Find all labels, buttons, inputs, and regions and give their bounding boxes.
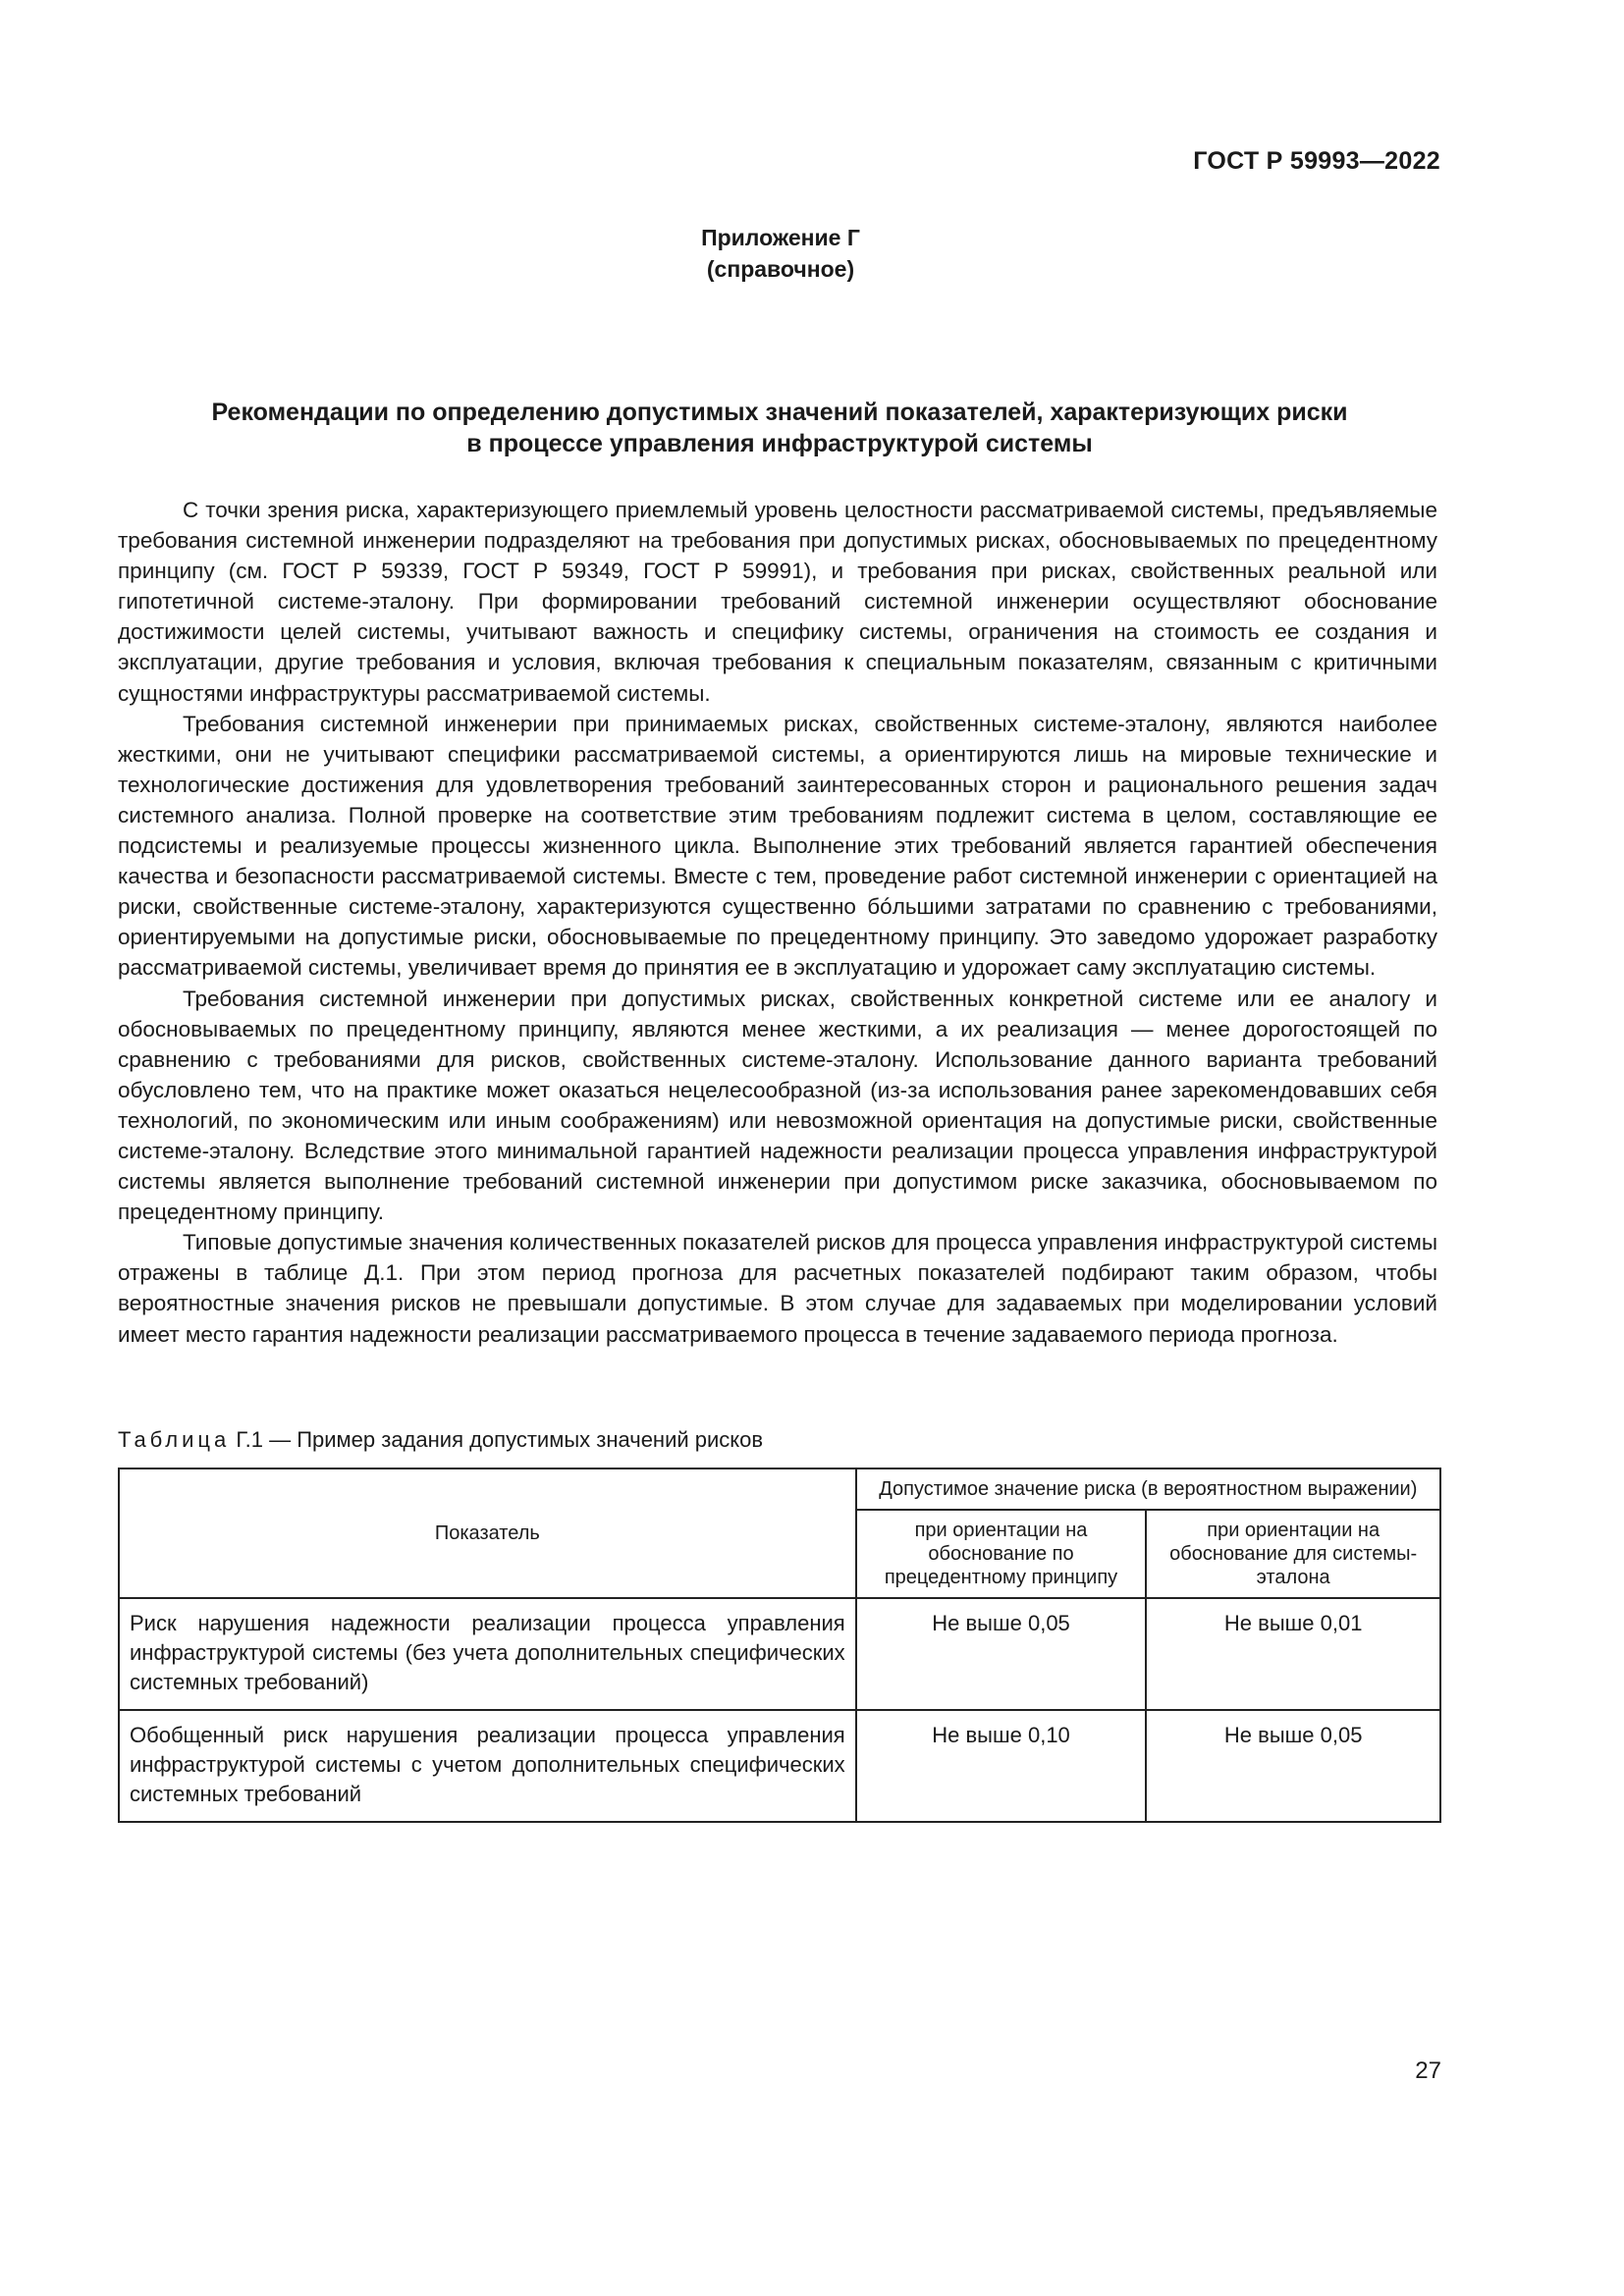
table-row	[119, 1598, 1440, 1710]
risk-table	[118, 1468, 1441, 1823]
table-caption-word: Таблица	[118, 1427, 231, 1452]
page-number: 27	[1415, 2057, 1441, 2084]
paragraph: Типовые допустимые значения количественных показателей рисков для процесса управления инфраструктурой системы отражены в таблице Д.1. При этом период прогноза для расчетных показателей подбирают таким образом, чтобы вероятностные значения рисков не превышали допустимые. В этом случае для задаваемых при моделировании условий имеет место гарантия надежности реализации рассматриваемого процесса в течение задаваемого периода прогноза.	[118, 1230, 1437, 1347]
row-value-precedent: Не выше 0,10	[856, 1710, 1147, 1822]
standard-number: ГОСТ Р 59993—2022	[1193, 147, 1440, 175]
header-reference-system: при ориентации на обоснование для системы-эталона	[1146, 1510, 1440, 1598]
appendix-heading	[0, 222, 1561, 285]
section-title	[118, 397, 1441, 459]
table-caption	[118, 1425, 763, 1455]
row-value-reference: Не выше 0,05	[1146, 1710, 1440, 1822]
table-row	[119, 1710, 1440, 1822]
appendix-kind: (справочное)	[706, 256, 855, 282]
table-header-row	[119, 1468, 1440, 1510]
row-value-precedent: Не выше 0,05	[856, 1598, 1147, 1710]
row-label: Обобщенный риск нарушения реализации процесса управления инфраструктурой системы с учетом дополнительных специфических системных требований	[119, 1710, 856, 1822]
body-text	[118, 495, 1437, 1350]
header-group: Допустимое значение риска (в вероятностном выражении)	[856, 1468, 1440, 1510]
section-title-line-1: Рекомендации по определению допустимых значений показателей, характеризующих риски	[211, 399, 1348, 426]
header-indicator: Показатель	[119, 1468, 856, 1598]
row-value-reference: Не выше 0,01	[1146, 1598, 1440, 1710]
table-caption-text: Г.1 — Пример задания допустимых значений рисков	[236, 1427, 764, 1452]
paragraph: Требования системной инженерии при допустимых рисках, свойственных конкретной системе или ее аналогу и обосновываемых по прецедентному принципу, являются менее жесткими, а их реализация — менее дорогостоящей по сравнению с требованиями для рисков, свойственных системе-эталону. Использование данного варианта требований обусловлено тем, что на практике может оказаться нецелесообразной (из-за использования ранее зарекомендовавших себя технологий, по экономическим или иным соображениям) или невозможной ориентация на допустимые риски, свойственные системе-эталону. Вследствие этого минимальной гарантией надежности реализации процесса управления инфраструктурой системы является выполнение требований системной инженерии при допустимом риске заказчика, обосновываемом по прецедентному принципу.	[118, 986, 1437, 1225]
row-label: Риск нарушения надежности реализации процесса управления инфраструктурой системы (без учета дополнительных специфических системных требований)	[119, 1598, 856, 1710]
paragraph: С точки зрения риска, характеризующего приемлемый уровень целостности рассматриваемой системы, предъявляемые требования системной инженерии подразделяют на требования при допустимых рисках, обосновываемых по прецедентному принципу (см. ГОСТ Р 59339, ГОСТ Р 59349, ГОСТ Р 59991), и требования при рисках, свойственных реальной или гипотетичной системе-эталону. При формировании требований системной инженерии осуществляют обоснование достижимости целей системы, учитывают важность и специфику системы, ограничения на стоимость ее создания и эксплуатации, другие требования и условия, включая требования к специальным показателям, связанным с критичными сущностями инфраструктуры рассматриваемой системы.	[118, 498, 1437, 706]
section-title-line-2: в процессе управления инфраструктурой системы	[466, 430, 1093, 457]
paragraph: Требования системной инженерии при принимаемых рисках, свойственных системе-эталону, являются наиболее жесткими, они не учитывают специфики рассматриваемой системы, а ориентируются лишь на мировые технические и технологические достижения для удовлетворения требований заинтересованных сторон и рационального решения задач системного анализа. Полной проверке на соответствие этим требованиям подлежит система в целом, составляющие ее подсистемы и реализуемые процессы жизненного цикла. Выполнение этих требований является гарантией обеспечения качества и безопасности рассматриваемой системы. Вместе с тем, проведение работ системной инженерии с ориентацией на риски, свойственные системе-эталону, характеризуются существенно бóльшими затратами по сравнению с требованиями, ориентируемыми на допустимые риски, обосновываемые по прецедентному принципу. Это заведомо удорожает разработку рассматриваемой системы, увеличивает время до принятия ее в эксплуатацию и удорожает саму эксплуатацию системы.	[118, 711, 1437, 981]
header-precedent: при ориентации на обоснование по прецедентному принципу	[856, 1510, 1147, 1598]
appendix-title: Приложение Г	[701, 225, 860, 250]
